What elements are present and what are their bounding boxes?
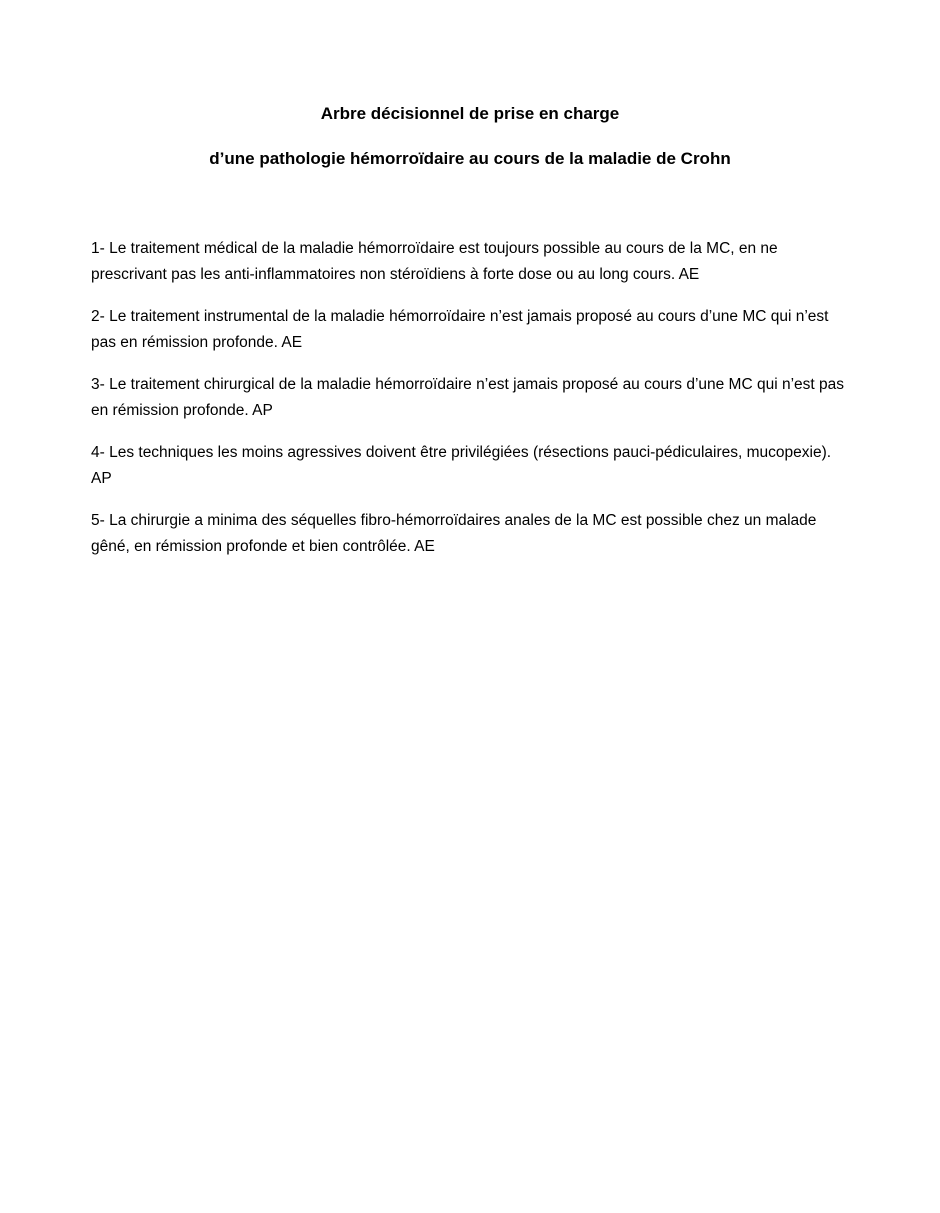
document-title <box>0 103 940 170</box>
title-line-2: d’une pathologie hémorroïdaire au cours de la maladie de Crohn <box>209 149 731 168</box>
recommendation-item-2: 2- Le traitement instrumental de la maladie hémorroïdaire n’est jamais proposé au cours d’une MC qui n’est pas en rémission profonde. AE <box>91 308 829 351</box>
recommendation-list <box>91 236 851 576</box>
title-line-1: Arbre décisionnel de prise en charge <box>320 104 620 123</box>
recommendation-item-4: 4- Les techniques les moins agressives doivent être privilégiées (résections pauci-pédiculaires, mucopexie). AP <box>91 444 832 487</box>
recommendation-item-3: 3- Le traitement chirurgical de la maladie hémorroïdaire n’est jamais proposé au cours d’une MC qui n’est pas en rémission profonde. AP <box>91 376 844 419</box>
recommendation-item-5: 5- La chirurgie a minima des séquelles fibro-hémorroïdaires anales de la MC est possible chez un malade gêné, en rémission profonde et bien contrôlée. AE <box>91 512 817 555</box>
recommendation-item-1: 1- Le traitement médical de la maladie hémorroïdaire est toujours possible au cours de la MC, en ne prescrivant pas les anti-inflammatoires non stéroïdiens à forte dose ou au long cours. AE <box>91 240 778 283</box>
